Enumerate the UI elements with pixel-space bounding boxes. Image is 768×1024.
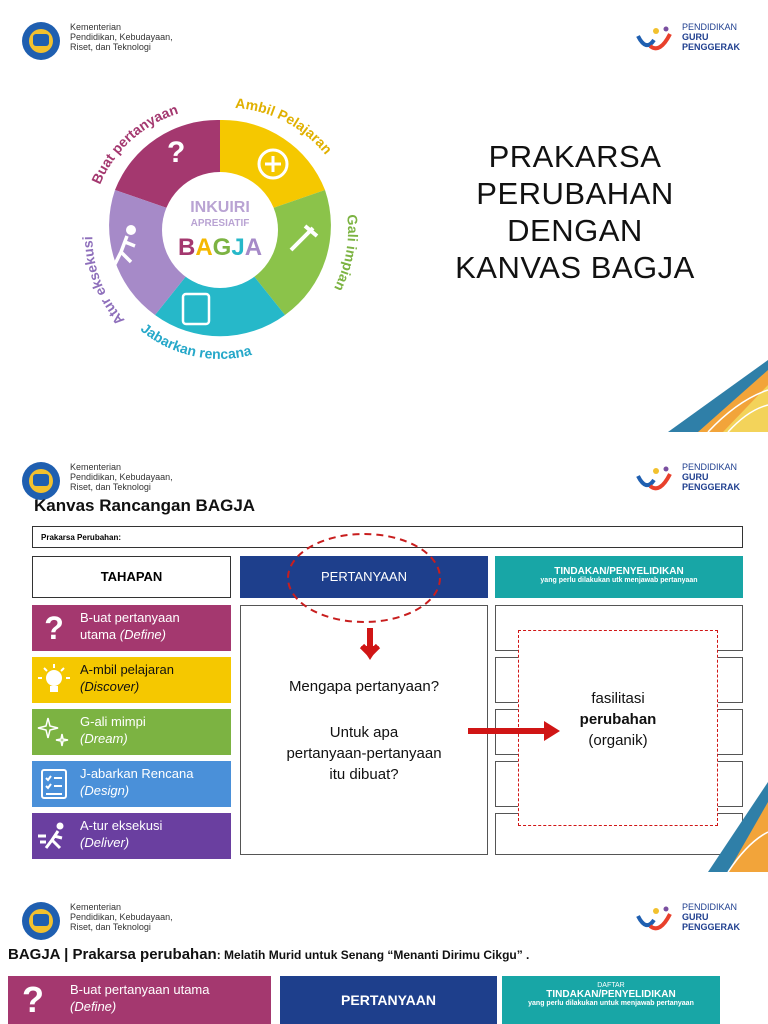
wheel-center-line2: APRESIATIF: [190, 218, 250, 229]
stage-sub: (Define): [119, 627, 166, 642]
question-icon: ?: [22, 979, 44, 1020]
wheel-label-jabarkan: Jabarkan rencana: [138, 319, 253, 363]
ministry-line: Riset, dan Teknologi: [70, 482, 151, 492]
pgp-line: PENGGERAK: [682, 42, 741, 52]
ministry-line: Pendidikan, Kebudayaan,: [70, 32, 173, 42]
stage-label: [70, 981, 209, 1015]
cover-title: [420, 138, 730, 286]
stage-sub: (Define): [70, 999, 117, 1014]
stage-sub: (Discover): [80, 679, 140, 694]
stage-line: G-ali mimpi: [80, 714, 146, 729]
column-header-tindakan-top: DAFTAR: [597, 982, 625, 989]
kemdikbud-logo: [22, 22, 60, 60]
slide-prakarsa: [0, 880, 768, 1024]
column-header-tindakan: [502, 976, 720, 1024]
column-header-tindakan-title: TINDAKAN/PENYELIDIKAN: [554, 566, 684, 577]
pgp-wordmark: [682, 902, 740, 932]
fasilitasi-line: (organik): [588, 732, 648, 749]
pgp-logo-icon: [636, 906, 676, 934]
title-bold: BAGJA | Prakarsa perubahan: [8, 946, 217, 963]
ministry-line: Kementerian: [70, 462, 122, 472]
column-header-tahapan: TAHAPAN: [32, 556, 231, 598]
pgp-line: PENDIDIKAN: [682, 462, 738, 472]
fasilitasi-line: fasilitasi: [591, 690, 645, 707]
pgp-line: GURU: [682, 32, 709, 42]
wheel-label-gali: Gali impian: [331, 213, 362, 294]
question-mengapa: Mengapa pertanyaan?: [288, 678, 440, 695]
question-line: Untuk apa: [329, 724, 399, 741]
stage-sub: (Dream): [80, 731, 128, 746]
slide-cover: [0, 0, 768, 432]
kemdikbud-logo: [22, 902, 60, 940]
corner-decoration: [668, 360, 768, 432]
stage-line: A-mbil pelajaran: [80, 662, 174, 677]
wheel-label-ambil: Ambil Pelajaran: [234, 94, 336, 158]
slide-title: Kanvas Rancangan BAGJA: [34, 496, 256, 515]
wheel-label-buat: Buat pertanyaan: [88, 101, 180, 187]
ministry-line: Pendidikan, Kebudayaan,: [70, 472, 173, 482]
wheel-label-atur: Atur eksekusi: [79, 236, 128, 329]
stage-line: J-abarkan Rencana: [80, 766, 194, 781]
stage-line: utama: [80, 627, 120, 642]
pgp-line: PENDIDIKAN: [682, 22, 738, 32]
ministry-line: Kementerian: [70, 22, 122, 32]
column-header-tindakan-sub: yang perlu dilakukan utk menjawab pertanyaan: [540, 577, 698, 584]
highlight-ellipse: [288, 534, 440, 622]
wheel-center-line1: INKUIRI: [190, 199, 250, 216]
svg-text:Gali impian: [331, 214, 361, 294]
stage-line: B-uat pertanyaan utama: [70, 982, 210, 997]
pgp-line: GURU: [682, 472, 709, 482]
pgp-line: PENGGERAK: [682, 482, 741, 492]
ministry-line: Riset, dan Teknologi: [70, 42, 151, 52]
column-header-pertanyaan: PERTANYAAN: [240, 556, 488, 598]
ministry-line: Kementerian: [70, 902, 122, 912]
pgp-line: PENDIDIKAN: [682, 902, 738, 912]
cover-title-line: KANVAS BAGJA: [455, 250, 695, 285]
slide-header: [0, 0, 768, 70]
bagja-wheel: [55, 80, 385, 380]
stage-buat: [8, 976, 271, 1024]
column-header-tindakan-sub: yang perlu dilakukan untuk menjawab pertanyaan: [528, 1000, 694, 1007]
slide-title: [8, 946, 529, 963]
wheel-center-bagja: BAGJA: [177, 234, 263, 261]
stage-sub: (Deliver): [80, 835, 130, 850]
question-icon: ?: [167, 136, 186, 169]
runner-icon: [126, 225, 136, 235]
column-header-tindakan-title: TINDAKAN/PENYELIDIKAN: [546, 989, 676, 1000]
stage-line: B-uat pertanyaan: [80, 610, 180, 625]
fasilitasi-line: perubahan: [579, 711, 657, 728]
question-line: itu dibuat?: [329, 766, 399, 783]
cover-title-line: DENGAN: [507, 213, 643, 248]
prakarsa-field: Prakarsa Perubahan:: [32, 526, 743, 548]
pgp-line: GURU: [682, 912, 709, 922]
pgp-wordmark: [682, 22, 740, 52]
question-icon: ?: [44, 610, 64, 646]
ministry-name: [70, 22, 210, 52]
title-rest: : Melatih Murid untuk Senang “Menanti Dirimu Cikgu” .: [216, 948, 530, 962]
column-header-pertanyaan: PERTANYAAN: [280, 976, 497, 1024]
cover-title-line: PRAKARSA: [488, 139, 662, 174]
annotation-overlay: [0, 440, 768, 872]
pgp-line: PENGGERAK: [682, 922, 741, 932]
cover-title-line: PERUBAHAN: [476, 176, 674, 211]
ministry-name: [70, 902, 210, 932]
slide-kanvas: [0, 440, 768, 872]
slide-header: [0, 880, 768, 950]
corner-decoration: [708, 782, 768, 872]
ministry-line: Riset, dan Teknologi: [70, 922, 151, 932]
question-line: pertanyaan-pertanyaan: [286, 745, 442, 762]
stage-line: A-tur eksekusi: [80, 818, 163, 833]
ministry-line: Pendidikan, Kebudayaan,: [70, 912, 173, 922]
stage-sub: (Design): [80, 783, 130, 798]
pgp-logo-icon: [636, 26, 676, 54]
